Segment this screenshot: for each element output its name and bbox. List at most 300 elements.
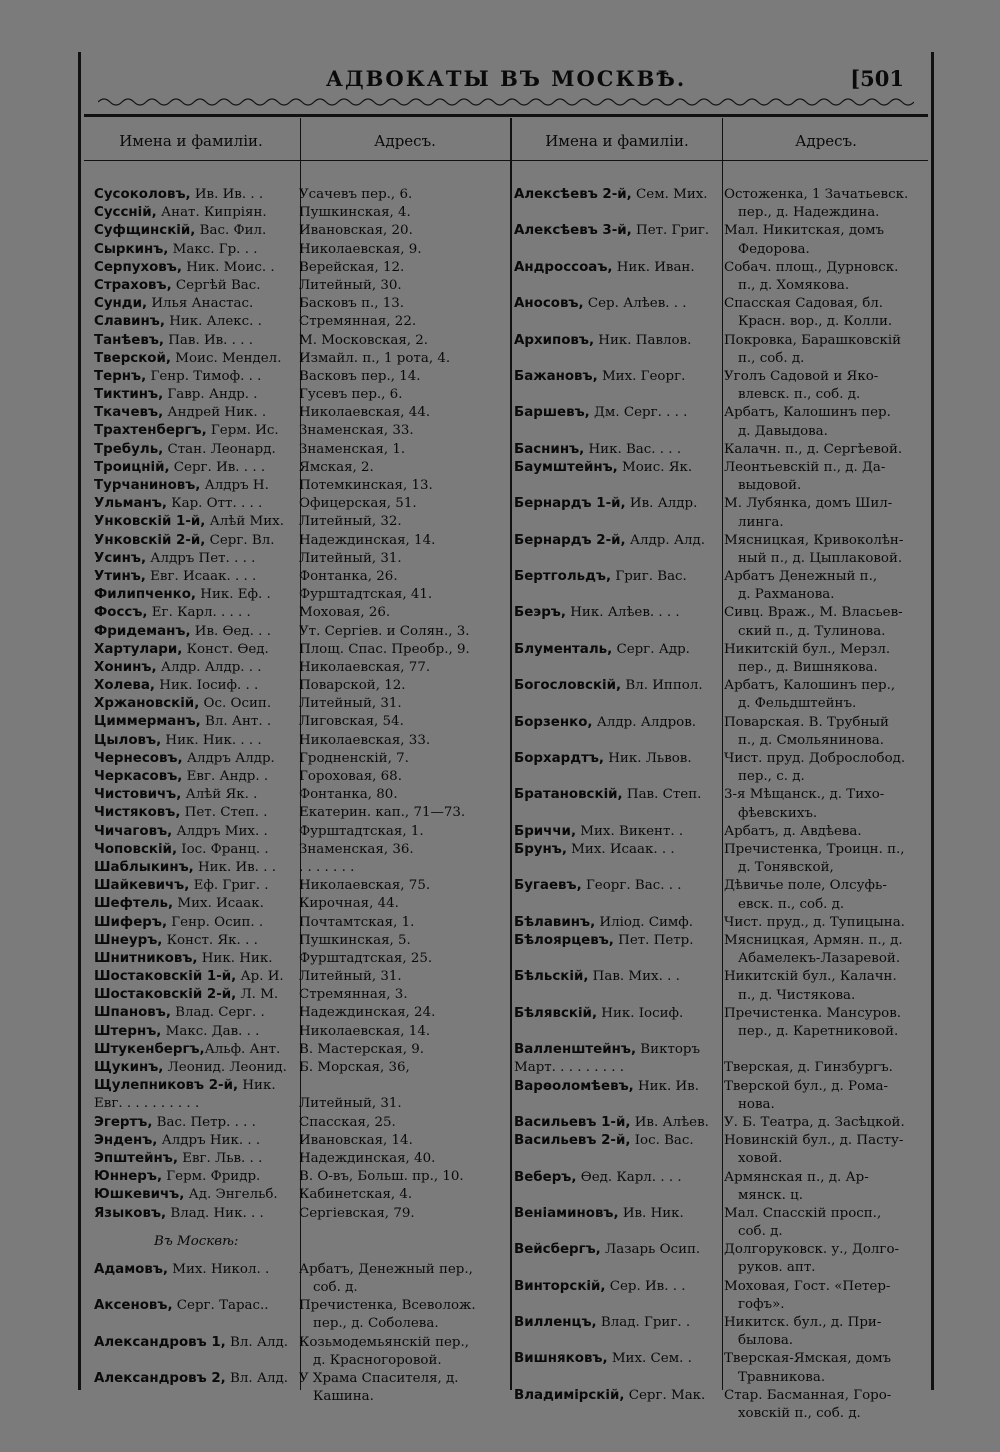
entry-name (94, 332, 302, 350)
entry-address (299, 695, 509, 713)
surname: Веберъ, (514, 1169, 577, 1185)
initials: Ник. Алѣев. . . . (565, 605, 680, 621)
entry-address (299, 241, 509, 259)
surname: Шнитниковъ, (94, 950, 198, 966)
entry-name (94, 568, 302, 586)
entry-name (94, 513, 302, 531)
entry-name (94, 604, 302, 622)
entry-address (299, 1004, 509, 1022)
address-line: Арбатъ, д. Авдѣева. (724, 823, 862, 839)
entry-address (724, 332, 932, 368)
entry-address (299, 623, 509, 641)
entry-address (724, 677, 932, 713)
entry-name (94, 641, 302, 659)
entry-address (724, 186, 932, 222)
surname: Алексѣевъ 3-й, (514, 223, 632, 239)
entry-name (94, 1370, 302, 1406)
address-line: Моховая, 26. (299, 605, 391, 621)
entry-name (94, 895, 302, 913)
surname: Штернъ, (94, 1023, 162, 1039)
initials: Вас. Петр. . . . (152, 1114, 256, 1130)
entry-name (94, 459, 302, 477)
surname: Сусоколовъ, (94, 187, 191, 202)
entry-address (724, 1059, 932, 1077)
address-line: Васковъ пер., 14. (299, 368, 421, 384)
header-rule (84, 114, 928, 117)
surname: Богословскій, (514, 678, 622, 694)
initials: Сер. Ив. . . (605, 1278, 686, 1294)
address-line: М. Московская, 2. (299, 332, 429, 348)
entry-name (94, 877, 302, 895)
entry-name (94, 914, 302, 932)
entry-name (94, 477, 302, 495)
surname: Вилленцъ, (514, 1315, 597, 1331)
address-line: Федорова. (738, 241, 810, 257)
entry-name (94, 1004, 302, 1022)
initials: Серг. Тарас.. (172, 1298, 269, 1314)
entry-name (514, 459, 722, 495)
surname: Троицній, (94, 459, 170, 475)
address-line: Дѣвичье поле, Олсуфь- (724, 878, 887, 894)
address-line: Поварской, 12. (299, 678, 406, 694)
entry-name (94, 1205, 302, 1223)
entry-address (299, 786, 509, 804)
initials: Моис. Мендел. (170, 350, 282, 366)
address-line: Козьмодемьянскій пер., (299, 1334, 470, 1350)
surname: Серпуховъ, (94, 259, 182, 275)
initials: Иліод. Симф. (595, 914, 694, 930)
entry-name (94, 1114, 302, 1132)
entry-address (299, 968, 509, 986)
address-line: Ивановская, 20. (299, 223, 413, 239)
entry-name (514, 932, 722, 968)
left-address-header: Адресъ. (374, 132, 436, 150)
center-column-rule (510, 118, 512, 1390)
surname: Бертгольдъ, (514, 569, 612, 585)
initials: Пет. Степ. . (180, 805, 268, 821)
address-line: Николаевская, 14. (299, 1023, 431, 1039)
initials: Макс. Гр. . . (168, 241, 258, 257)
entry-name (514, 714, 722, 750)
address-line: Ивановская, 14. (299, 1132, 413, 1148)
entry-name (514, 914, 722, 932)
entry-address (299, 495, 509, 513)
initials: Евг. Андр. . (182, 769, 269, 784)
entry-address (724, 295, 932, 331)
entry-address (299, 422, 509, 440)
initials: Серг. Мак. (624, 1387, 706, 1403)
entry-address (299, 859, 509, 877)
initials: Ник. Ив. (633, 1078, 699, 1094)
address-line: Гродненскій, 7. (299, 750, 409, 766)
surname: Андроссоаъ, (514, 259, 613, 275)
surname: Утинъ, (94, 568, 146, 584)
entry-name (94, 295, 302, 313)
initials: Алдръ Ник. . . (157, 1132, 261, 1148)
initials: Алдр. Алдров. (592, 714, 697, 730)
address-line: Кирочная, 44. (299, 896, 399, 912)
initials: Мих. Георг. (597, 368, 686, 384)
entry-name (514, 677, 722, 713)
address-line: д. Давыдова. (738, 423, 828, 439)
entry-address (724, 259, 932, 295)
entry-name (94, 259, 302, 277)
address-line: Кабинетская, 4. (299, 1187, 413, 1203)
initials: Генр. Осип. . (167, 914, 264, 930)
surname: Беэръ, (514, 605, 566, 621)
initials: Влад. Серг. . (170, 1005, 265, 1021)
entry-name (514, 332, 722, 368)
initials: Дм. Серг. . . . (589, 405, 688, 421)
surname: Аносовъ, (514, 296, 584, 312)
surname: Холева, (94, 678, 156, 694)
initials: Алдр. Алд. (625, 532, 706, 548)
address-line: Никитскій бул., Калачн. (724, 969, 897, 985)
initials: Ив. Ѳед. . . (190, 623, 271, 639)
surname: Братановскій, (514, 787, 623, 803)
address-line: ский п., д. Тулинова. (738, 623, 886, 639)
initials: Ник. Ник. . . . (161, 732, 262, 748)
entry-address (299, 677, 509, 695)
surname: Страховъ, (94, 277, 172, 293)
entry-address (299, 350, 509, 368)
initials: Вл. Ант. . (200, 714, 272, 730)
entry-address (299, 313, 509, 331)
right-address-column (724, 186, 932, 1423)
initials: Влад. Григ. . (596, 1315, 691, 1331)
initials: Илья Анастас. (147, 296, 254, 312)
entry-address (724, 1005, 932, 1041)
address-line: мянск. ц. (738, 1187, 804, 1203)
address-line: У. Б. Театра, д. Засѣцкой. (724, 1114, 905, 1130)
surname: Александровъ 1, (94, 1334, 226, 1350)
entry-name (94, 950, 302, 968)
entry-address (299, 1261, 509, 1297)
entry-address (299, 841, 509, 859)
address-line: Знаменская, 1. (299, 441, 406, 457)
initials: Пав. Степ. (622, 787, 702, 803)
initials: Альф. Ант. (204, 1041, 281, 1057)
address-line: Басковъ п., 13. (299, 296, 405, 312)
initials: Ив. Ив. . . (190, 187, 264, 202)
surname: Ульманъ, (94, 496, 167, 512)
subheading-spacer (299, 1223, 509, 1261)
entry-address (299, 750, 509, 768)
entry-address (724, 841, 932, 877)
surname: Щукинъ, (94, 1060, 164, 1075)
left-names-header: Имена и фамиліи. (119, 132, 263, 150)
entry-name (94, 204, 302, 222)
entry-address (724, 1387, 932, 1423)
initials: Мих. Сем. . (607, 1351, 692, 1367)
address-line: Леонтьевскій п., д. Да- (724, 459, 886, 475)
address-line: Пречистенка, Всеволож. (299, 1298, 476, 1314)
address-line: пер., д. Соболева. (313, 1316, 439, 1332)
address-line: Литейный, 32. (299, 514, 402, 530)
entry-name (94, 768, 302, 786)
entry-name (94, 1095, 302, 1113)
entry-name (94, 350, 302, 368)
entry-address (299, 1297, 509, 1333)
surname: Турчаниновъ, (94, 478, 201, 493)
entry-address (299, 641, 509, 659)
entry-address (724, 1314, 932, 1350)
surname: Чистяковъ, (94, 805, 181, 821)
initials: Алдръ Мих. . (172, 823, 268, 839)
surname: Блументаль, (514, 641, 613, 657)
surname: Борзенко, (514, 714, 593, 730)
entry-address (299, 950, 509, 968)
entry-address (299, 768, 509, 786)
address-line: Ямская, 2. (299, 459, 374, 475)
address-line: пер., с. д. (738, 769, 805, 785)
address-line: нова. (738, 1096, 775, 1112)
address-line: Арбатъ, Денежный пер., (299, 1261, 473, 1277)
surname: Хартулари, (94, 641, 183, 657)
initials: Ник. Іосиф. (597, 1005, 684, 1021)
entry-address (724, 222, 932, 258)
address-line: . . . . . . . (299, 859, 355, 875)
address-line: Верейская, 12. (299, 259, 405, 275)
address-line: В. Мастерская, 9. (299, 1041, 425, 1057)
address-line: Долгоруковск. у., Долго- (724, 1242, 900, 1258)
initials: Алдръ Алдр. (182, 750, 275, 766)
surname: Языковъ, (94, 1205, 167, 1221)
address-line: ный п., д. Цыплаковой. (738, 550, 903, 566)
entry-name (94, 677, 302, 695)
initials: Ник. Моис. . (181, 259, 275, 275)
address-line: Красн. вор., д. Колли. (738, 314, 893, 330)
moscow-subheading: Въ Москвѣ: (154, 1233, 239, 1249)
entry-name (94, 313, 302, 331)
surname: Архиповъ, (514, 332, 595, 348)
entry-name (94, 823, 302, 841)
address-line: д. Фельдштейнъ. (738, 696, 857, 712)
address-line: соб. д. (738, 1224, 783, 1240)
initials: Мих. Исаак. . . (566, 842, 675, 858)
surname: Эгертъ, (94, 1114, 153, 1130)
surname: Шнеуръ, (94, 932, 163, 948)
entry-address (299, 1023, 509, 1041)
initials: Ив. Алдр. (625, 496, 698, 512)
initials: Мих. Викент. . (576, 823, 684, 839)
address-line: Гусевъ пер., 6. (299, 387, 403, 403)
address-line: Литейный, 31. (299, 1096, 402, 1112)
entry-name (514, 222, 722, 258)
surname: Унковскій 1-й, (94, 514, 206, 530)
initials: Евг. . . . . . . . . . (94, 1096, 200, 1112)
address-line: Измайл. п., 1 рота, 4. (299, 350, 451, 366)
initials: Георг. Вас. . . (581, 878, 682, 894)
entry-name (94, 932, 302, 950)
surname: Сыркинъ, (94, 241, 169, 257)
entry-name (514, 1005, 722, 1041)
initials: Ос. Осип. (199, 696, 272, 712)
entry-name (94, 277, 302, 295)
surname: Трахтенбергъ, (94, 423, 207, 439)
address-line: Покровка, Барашковскій (724, 332, 902, 348)
initials: Вл. Алд. (225, 1371, 289, 1387)
surname: Бажановъ, (514, 368, 598, 384)
initials: Леонид. Леонид. (163, 1060, 287, 1075)
initials: Генр. Тимоф. . . (146, 368, 262, 384)
entry-address (724, 532, 932, 568)
surname: Баршевъ, (514, 405, 590, 421)
right-address-header: Адресъ. (795, 132, 857, 150)
surname: Валленштейнъ, (514, 1042, 637, 1058)
initials: Вл. Иппол. (621, 678, 703, 694)
initials: Іос. Франц. . (177, 841, 269, 857)
entry-name (94, 1186, 302, 1204)
surname: Алексѣевъ 2-й, (514, 187, 632, 202)
address-line: Фурштадтская, 41. (299, 587, 433, 603)
entry-address (299, 1186, 509, 1204)
entry-name (514, 823, 722, 841)
initials: Кар. Отт. . . . (166, 496, 263, 512)
address-line: Фурштадтская, 1. (299, 823, 424, 839)
address-line: Лиговская, 54. (299, 714, 404, 730)
surname: Чернесовъ, (94, 750, 183, 766)
address-line: руков. апт. (738, 1260, 816, 1276)
entry-address (299, 477, 509, 495)
entry-address (724, 495, 932, 531)
initials: Ник. Алекс. . (164, 314, 262, 330)
entry-address (724, 1241, 932, 1277)
address-line: Гороховая, 68. (299, 769, 402, 784)
address-line: Пречистенка, Троицн. п., (724, 842, 905, 858)
initials: Пет. Григ. (631, 223, 710, 239)
initials: Вас. Фил. (195, 223, 267, 239)
address-line: Чист. пруд., д. Тупицына. (724, 914, 905, 930)
initials: Ник. Вас. . . . (584, 441, 682, 457)
entry-name (94, 422, 302, 440)
address-line: Сергіевская, 79. (299, 1205, 415, 1221)
address-line: Пушкинская, 4. (299, 205, 411, 221)
page-title: АДВОКАТЫ ВЪ МОСКВѢ. (325, 66, 687, 91)
surname: Веніаминовъ, (514, 1205, 619, 1221)
surname: Тернъ, (94, 368, 147, 384)
address-line: ховой. (738, 1151, 783, 1167)
initials: Герм. Ис. (206, 423, 279, 439)
address-line: Николаевская, 9. (299, 241, 422, 257)
address-line: Пречистенка. Мансуров. (724, 1005, 902, 1021)
address-line: Новинскій бул., д. Пасту- (724, 1133, 904, 1149)
entry-name (94, 441, 302, 459)
entry-name (514, 441, 722, 459)
address-line: ховскій п., соб. д. (738, 1406, 861, 1422)
address-line: пер., д. Надеждина. (738, 205, 880, 221)
left-names-column (94, 186, 302, 1406)
initials: Серг. Вл. (205, 532, 275, 548)
surname: Штукенбергъ, (94, 1041, 205, 1057)
initials: Март. . . . . . . . . (514, 1060, 625, 1076)
entry-name (94, 623, 302, 641)
address-line: Почтамтская, 1. (299, 914, 415, 930)
entry-name (514, 404, 722, 440)
surname: Бѣльскій, (514, 969, 589, 985)
entry-name (514, 1114, 722, 1132)
entry-address (724, 932, 932, 968)
initials: Ив. Ник. (618, 1205, 684, 1221)
initials: Евг. Исаак. . . . (145, 568, 257, 584)
surname: Чистовичъ, (94, 787, 182, 803)
surname: Винторскій, (514, 1278, 606, 1294)
entry-address (299, 459, 509, 477)
surname: Адамовъ, (94, 1261, 168, 1277)
entry-address (724, 914, 932, 932)
entry-name (514, 786, 722, 822)
initials: Анат. Кипріян. (156, 205, 267, 221)
entry-name (94, 968, 302, 986)
address-line: Арбатъ Денежный п., (724, 569, 878, 585)
address-line: Надеждинская, 40. (299, 1150, 436, 1166)
entry-address (299, 1059, 509, 1077)
entry-address (299, 368, 509, 386)
entry-name (94, 186, 302, 204)
address-line: Травникова. (738, 1369, 826, 1385)
surname: Фоссъ, (94, 605, 148, 621)
entry-address (724, 368, 932, 404)
address-line: 3-я Мѣщанск., д. Тихо- (724, 787, 885, 803)
address-line: д. Рахманова. (738, 587, 835, 603)
entry-address (724, 786, 932, 822)
address-line: Собач. площ., Дурновск. (724, 259, 899, 275)
address-line: Пушкинская, 5. (299, 932, 411, 948)
left-border-rule (78, 52, 81, 1390)
initials: Іос. Вас. (630, 1133, 694, 1149)
initials: Ег. Карл. . . . . (147, 605, 251, 621)
surname: Варѳоломѣевъ, (514, 1078, 634, 1094)
entry-name (514, 841, 722, 877)
entry-address (299, 986, 509, 1004)
address-line: выдовой. (738, 478, 802, 494)
entry-name (514, 750, 722, 786)
entry-name (514, 1314, 722, 1350)
initials: Андрей Ник. . (163, 405, 267, 421)
initials: Ник. Иван. (612, 259, 695, 275)
entry-name (94, 804, 302, 822)
address-line: п., соб. д. (738, 350, 805, 366)
address-line: Поварская. В. Трубный (724, 714, 889, 730)
entry-name (514, 1387, 722, 1423)
surname: Вейсбергъ, (514, 1242, 601, 1258)
surname: Черкасовъ, (94, 769, 183, 784)
right-subcolumn-rule (722, 118, 723, 1390)
initials: Герм. Фридр. (162, 1169, 261, 1185)
entry-name (514, 1169, 722, 1205)
entry-name (514, 495, 722, 531)
address-line: п., д. Хомякова. (738, 277, 850, 293)
address-line: п., д. Чистякова. (738, 987, 856, 1003)
address-line: пер., д. Каретниковой. (738, 1023, 899, 1039)
address-line: д. Красногоровой. (313, 1352, 442, 1368)
initials: Ар. И. (236, 969, 284, 985)
address-line: Моховая, Гост. «Петер- (724, 1278, 891, 1294)
entry-address (724, 568, 932, 604)
surname: Владимірскій, (514, 1387, 625, 1403)
address-line: Армянская п., д. Ар- (724, 1169, 869, 1185)
entry-address (724, 404, 932, 440)
address-line: Мясницкая, Кривоколѣн- (724, 532, 904, 548)
initials: Сем. Мих. (631, 187, 708, 202)
surname: Фридеманъ, (94, 623, 191, 639)
entry-name (94, 1261, 302, 1297)
surname: Усинъ, (94, 550, 147, 566)
address-line: Никитск. бул., д. При- (724, 1315, 882, 1331)
address-line: Никитскій бул., Мерзл. (724, 641, 891, 657)
address-line: Арбатъ, Калошинъ пер. (724, 405, 891, 421)
address-line: Знаменская, 36. (299, 841, 414, 857)
